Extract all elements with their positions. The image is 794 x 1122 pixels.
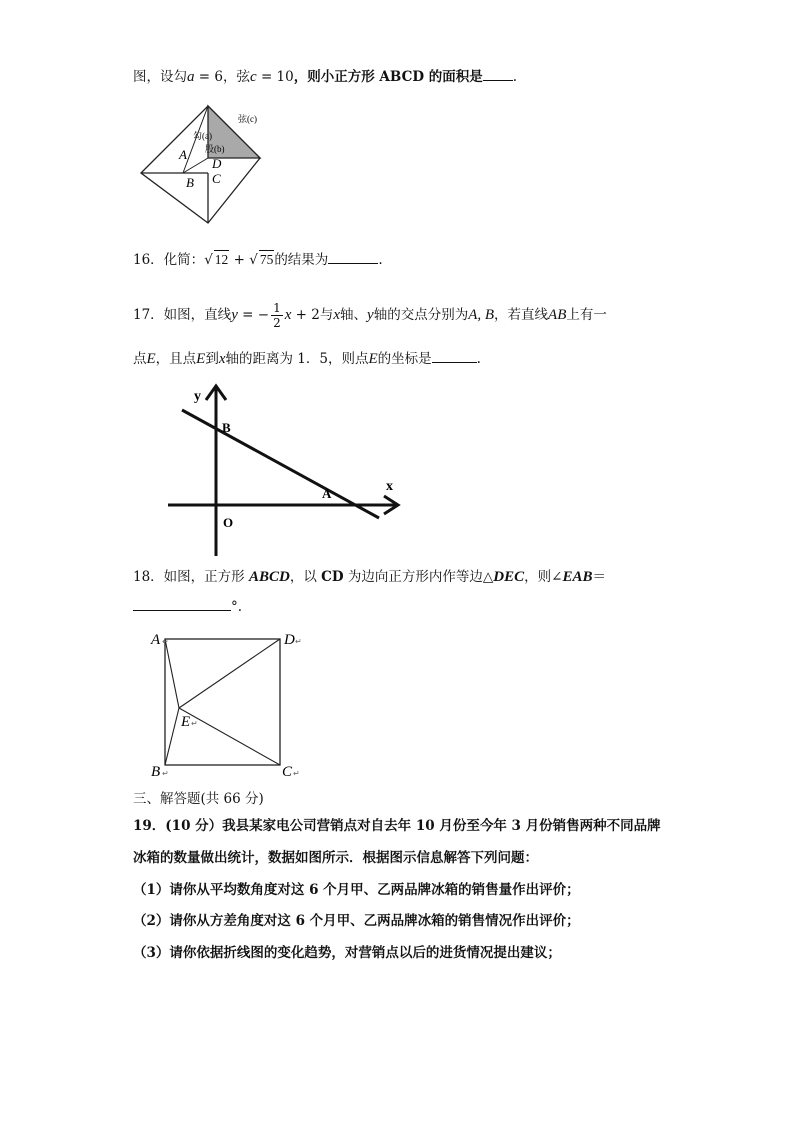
q19-item2: （2）请你从方差角度对这 6 个月甲、乙两品牌冰箱的销售情况作出评价； <box>133 913 580 929</box>
label-A: A <box>322 486 332 501</box>
answer-blank <box>328 251 378 264</box>
label-xian: 弦(c) <box>238 114 257 124</box>
label-A: A <box>179 147 187 162</box>
return-mark: ↵ <box>191 719 198 728</box>
return-mark: ↵ <box>293 769 300 778</box>
answer-blank <box>133 598 231 611</box>
return-mark: ↵ <box>162 637 169 646</box>
q18-text-line1: 18．如图，正方形 ABCD，以 CD 为边向正方形内作等边△DEC，则∠EAB＝ <box>133 569 606 585</box>
figure-17-coordinate-line <box>160 378 410 560</box>
label-y: y <box>194 389 201 404</box>
label-B: B <box>186 175 194 190</box>
label-gou: 勾(a) <box>193 131 212 141</box>
q19-item1: （1）请你从平均数角度对这 6 个月甲、乙两品牌冰箱的销售量作出评价； <box>133 882 580 898</box>
q15-text: 图，设勾a = 6，弦c = 10，则小正方形 ABCD 的面积是 . <box>133 69 518 85</box>
section-title: 三、解答题(共 66 分) <box>133 791 264 807</box>
fraction: $\frac{1}{2}$ <box>273 301 281 330</box>
label-E: E <box>181 714 191 730</box>
q19-line1: 19．(10 分）我县某家电公司营销点对自去年 10 月份至今年 3 月份销售两种不同品牌 <box>133 818 661 834</box>
return-mark: ↵ <box>162 769 169 778</box>
figure-15-pythagorean-square <box>135 100 275 230</box>
label-O: O <box>223 515 234 530</box>
figure-18-square-equilateral <box>148 628 308 780</box>
label-C: C <box>282 764 293 780</box>
label-D: D <box>284 632 295 648</box>
q19-item3: （3）请你依据折线图的变化趋势，对营销点以后的进货情况提出建议； <box>133 945 561 961</box>
q17-text-line1: 17．如图，直线y = − $\frac{1}{2}$ x + 2与x轴、y轴的交点分别为A, B，若直线AB上有一 <box>133 301 607 330</box>
label-D: D <box>212 156 222 171</box>
label-x: x <box>386 479 393 494</box>
q17-text-line2: 点E，且点E到x轴的距离为 1．5，则点E的坐标是 . <box>133 351 481 367</box>
label-A: A <box>151 632 161 648</box>
q16-text: 16．化简：√ 12 + √ 75的结果为 . <box>133 252 383 268</box>
q18-text-line2: °. <box>133 598 242 616</box>
label-B: B <box>151 764 161 780</box>
q19-line2: 冰箱的数量做出统计，数据如图所示．根据图示信息解答下列问题： <box>133 850 538 866</box>
label-gu: 股(b) <box>205 144 225 154</box>
answer-blank <box>432 350 477 363</box>
label-C: C <box>212 171 221 186</box>
answer-blank <box>483 68 513 81</box>
return-mark: ↵ <box>295 637 302 646</box>
label-B: B <box>222 420 231 435</box>
